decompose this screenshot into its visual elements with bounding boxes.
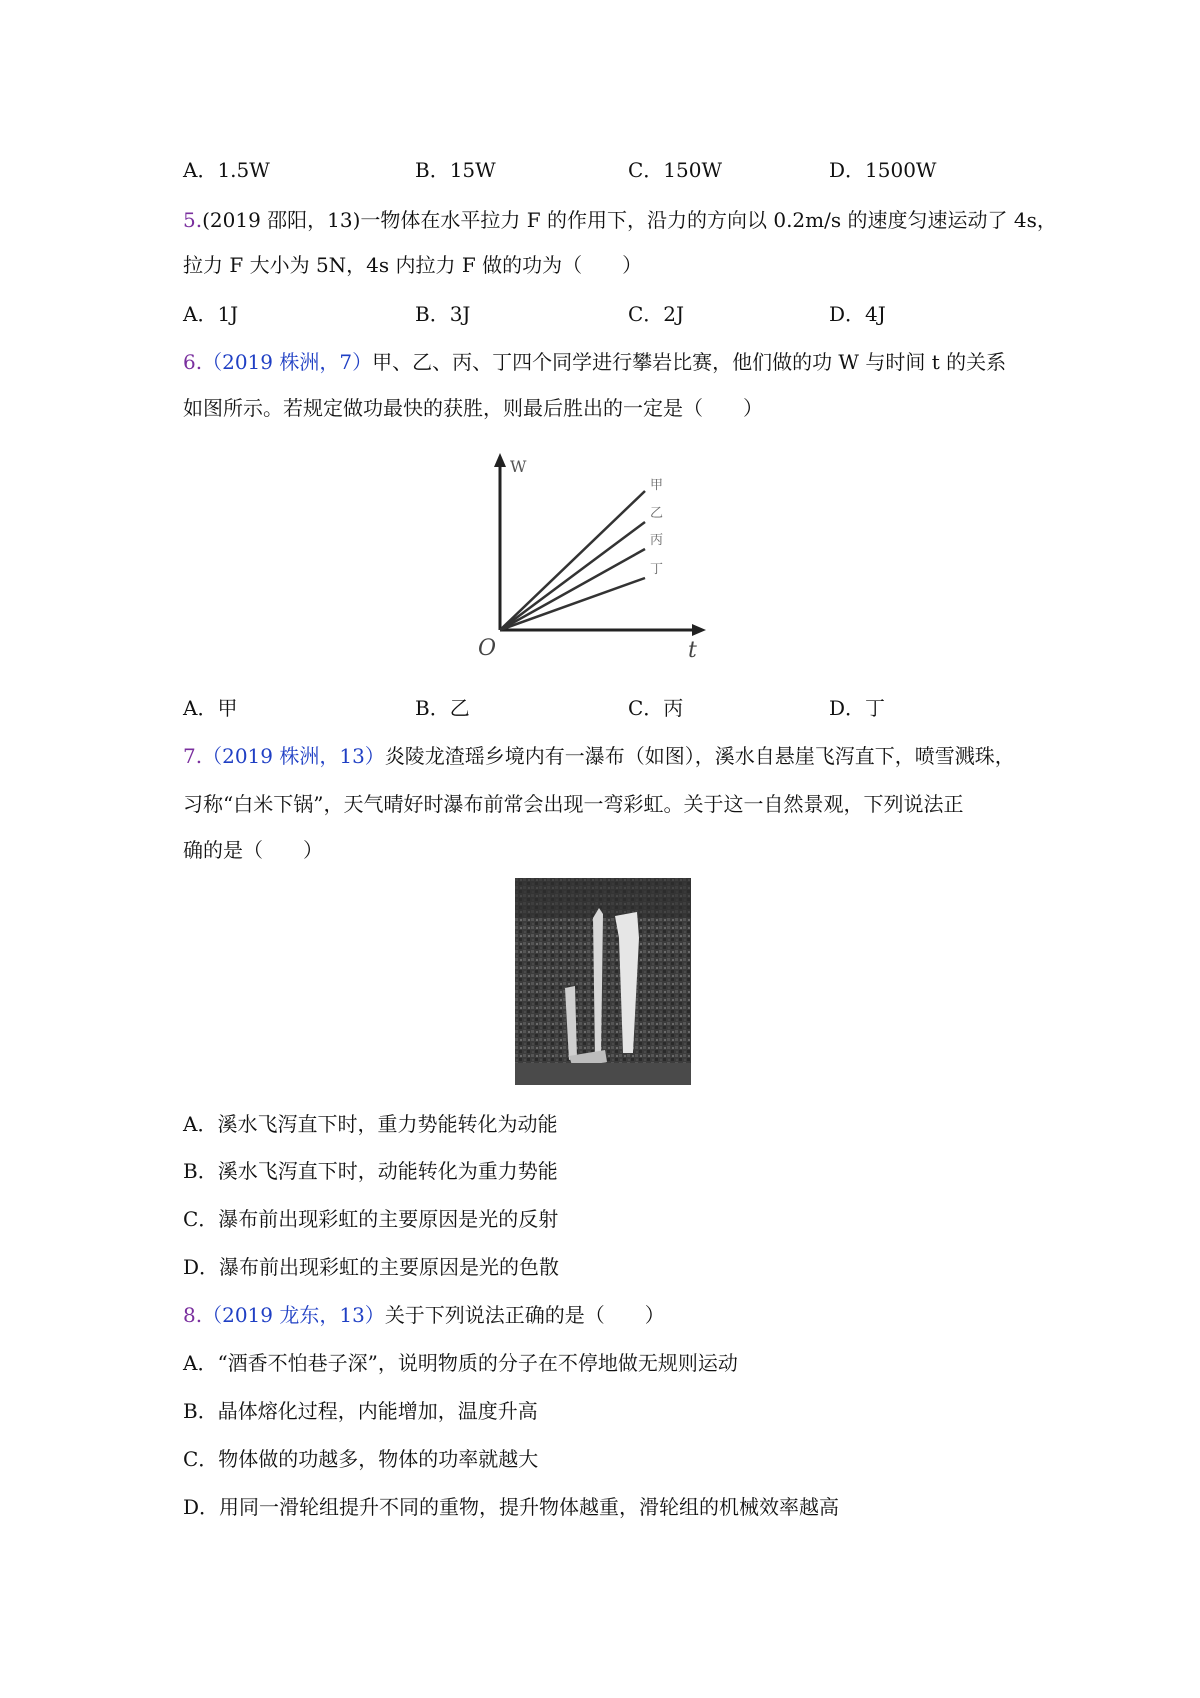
q5-number: 5. (183, 208, 203, 232)
q8-number: 8. (183, 1303, 203, 1327)
q5-option-d: D．4J (829, 302, 886, 326)
q7-stem-line2: 习称“白米下锅”，天气晴好时瀑布前常会出现一弯彩虹。关于这一自然景观，下列说法正 (183, 792, 964, 816)
x-axis-arrow (692, 624, 706, 636)
label-bing: 丙 (650, 533, 664, 548)
q6-source: （2019 株洲，7） (202, 350, 373, 374)
q5-option-c: C．2J (628, 302, 685, 326)
origin-label: O (478, 636, 497, 661)
q7-option-b: B．溪水飞泻直下时，动能转化为重力势能 (183, 1159, 558, 1183)
q4-option-c: C．150W (628, 158, 723, 182)
q8-option-a: A．“酒香不怕巷子深”，说明物质的分子在不停地做无规则运动 (183, 1351, 738, 1375)
q7-number: 7. (183, 744, 203, 768)
label-ding: 丁 (650, 562, 664, 577)
q5-stem-text: (2019 邵阳，13)一物体在水平拉力 F 的作用下，沿力的方向以 0.2m/s 的速度匀速运动了 4s， (202, 208, 1057, 232)
q6-option-c: C．丙 (628, 696, 684, 720)
q6-stem-line2: 如图所示。若规定做功最快的获胜，则最后胜出的一定是（ ） (183, 396, 763, 420)
q4-option-d: D．1500W (829, 158, 937, 182)
line-ding (500, 578, 645, 630)
q4-option-a: A．1.5W (183, 158, 270, 182)
work-time-graph (470, 445, 720, 670)
q6-number: 6. (183, 350, 203, 374)
q6-option-b: B．乙 (415, 696, 470, 720)
waterfall-photo (515, 878, 691, 1085)
q8-option-c: C．物体做的功越多，物体的功率就越大 (183, 1447, 539, 1471)
photo-top-shadow (515, 878, 691, 918)
q5-stem-line2: 拉力 F 大小为 5N，4s 内拉力 F 做的功为（ ） (183, 253, 643, 277)
q8-source: （2019 龙东，13） (202, 1303, 385, 1327)
q5-stem-line1 (183, 206, 1057, 234)
q6-options (183, 694, 1043, 722)
q8-stem-text: 关于下列说法正确的是（ ） (384, 1303, 665, 1327)
q8-stem (183, 1301, 665, 1329)
x-axis-label: t (688, 638, 697, 663)
q8-option-b: B．晶体熔化过程，内能增加，温度升高 (183, 1399, 538, 1423)
q6-option-a: A．甲 (183, 696, 238, 720)
q6-stem-text: 甲、乙、丙、丁四个同学进行攀岩比赛，他们做的功 W 与时间 t 的关系 (372, 350, 1007, 374)
y-axis-arrow (494, 453, 506, 467)
q7-option-c: C．瀑布前出现彩虹的主要原因是光的反射 (183, 1207, 559, 1231)
photo-ground (515, 1063, 691, 1085)
q6-option-d: D．丁 (829, 696, 886, 720)
q7-stem-line3: 确的是（ ） (183, 838, 323, 862)
q7-option-a: A．溪水飞泻直下时，重力势能转化为动能 (183, 1112, 558, 1136)
q8-option-d: D．用同一滑轮组提升不同的重物，提升物体越重，滑轮组的机械效率越高 (183, 1495, 840, 1519)
q7-stem-line1 (183, 742, 1015, 770)
label-yi: 乙 (650, 506, 664, 521)
y-axis-label: W (510, 457, 527, 476)
q5-option-a: A．1J (183, 302, 239, 326)
line-yi (500, 522, 645, 630)
q7-stem-text: 炎陵龙渣瑶乡境内有一瀑布（如图），溪水自悬崖飞泻直下，喷雪溅珠， (384, 744, 1015, 768)
label-jia: 甲 (650, 478, 664, 493)
q5-options (183, 300, 1043, 328)
q7-source: （2019 株洲，13） (202, 744, 385, 768)
q5-option-b: B．3J (415, 302, 471, 326)
q6-stem-line1 (183, 348, 1006, 376)
q7-option-d: D．瀑布前出现彩虹的主要原因是光的色散 (183, 1255, 560, 1279)
q4-options (183, 156, 1043, 184)
q4-option-b: B．15W (415, 158, 496, 182)
